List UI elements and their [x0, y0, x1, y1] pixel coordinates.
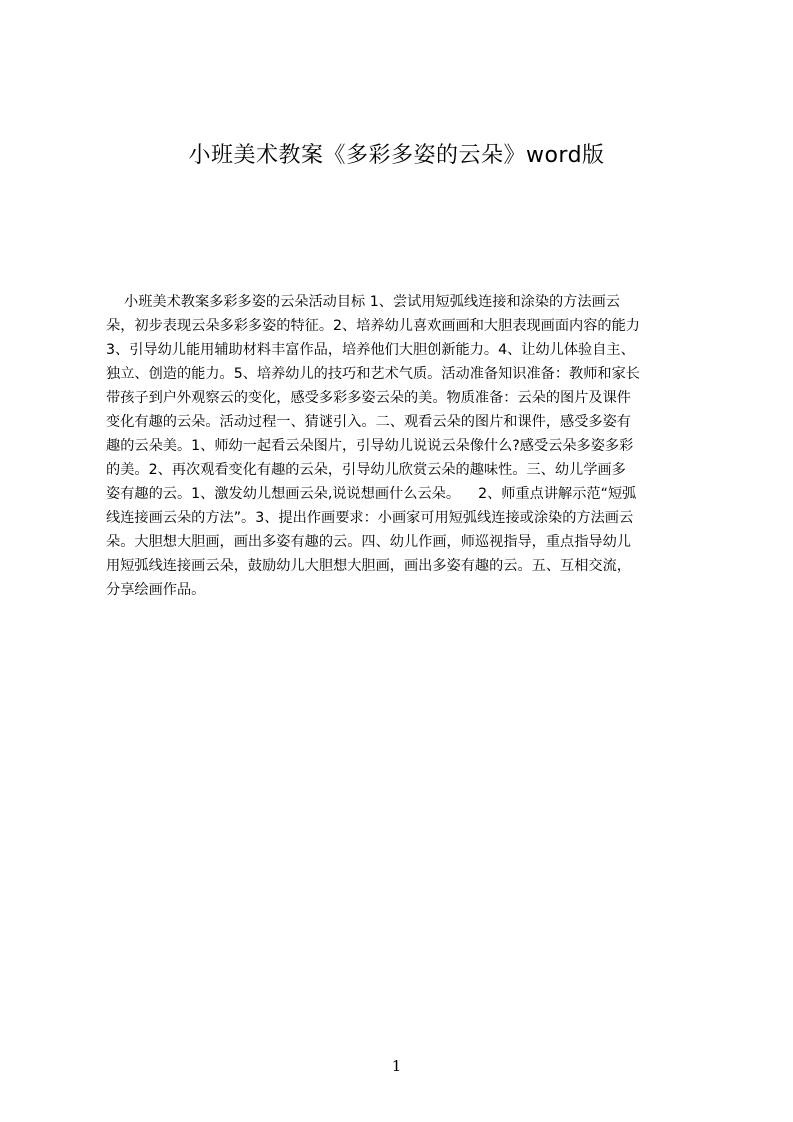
body-line: 姿有趣的云。1、激发幼儿想画云朵,说说想画什么云朵。 2、师重点讲解示范“短弧: [106, 486, 637, 502]
body-paragraph: [106, 290, 696, 650]
body-line: 趣的云朵美。1、师幼一起看云朵图片，引导幼儿说说云朵像什么?感受云朵多姿多彩: [106, 438, 634, 454]
body-line: 小班美术教案多彩多姿的云朵活动目标 1、尝试用短弧线连接和涂染的方法画云: [106, 294, 620, 310]
body-line: 用短弧线连接画云朵，鼓励幼儿大胆想大胆画，画出多姿有趣的云。五、互相交流，: [106, 558, 631, 574]
page-number: 1: [391, 1057, 402, 1075]
page-title: 小班美术教案《多彩多姿的云朵》word版: [188, 143, 605, 168]
body-line: 朵，初步表现云朵多彩多姿的特征。2、培养幼儿喜欢画画和大胆表现画面内容的能力: [106, 318, 640, 334]
body-line: 变化有趣的云朵。活动过程一、猜谜引入。二、观看云朵的图片和课件，感受多姿有: [106, 414, 631, 430]
body-line: 独立、创造的能力。5、培养幼儿的技巧和艺术气质。活动准备知识准备：教师和家长: [106, 366, 640, 382]
body-line: 线连接画云朵的方法”。3、提出作画要求：小画家可用短弧线连接或涂染的方法画云: [106, 510, 634, 526]
body-line: 带孩子到户外观察云的变化，感受多彩多姿云朵的美。物质准备：云朵的图片及课件: [106, 390, 631, 406]
body-line: 的美。2、再次观看变化有趣的云朵，引导幼儿欣赏云朵的趣味性。三、幼儿学画多: [106, 462, 626, 478]
body-line: 3、引导幼儿能用辅助材料丰富作品，培养他们大胆创新能力。4、让幼儿体验自主、: [106, 342, 635, 358]
body-line: 分享绘画作品。: [106, 582, 206, 598]
body-line: 朵。大胆想大胆画，画出多姿有趣的云。四、幼儿作画，师巡视指导，重点指导幼儿: [106, 534, 631, 550]
